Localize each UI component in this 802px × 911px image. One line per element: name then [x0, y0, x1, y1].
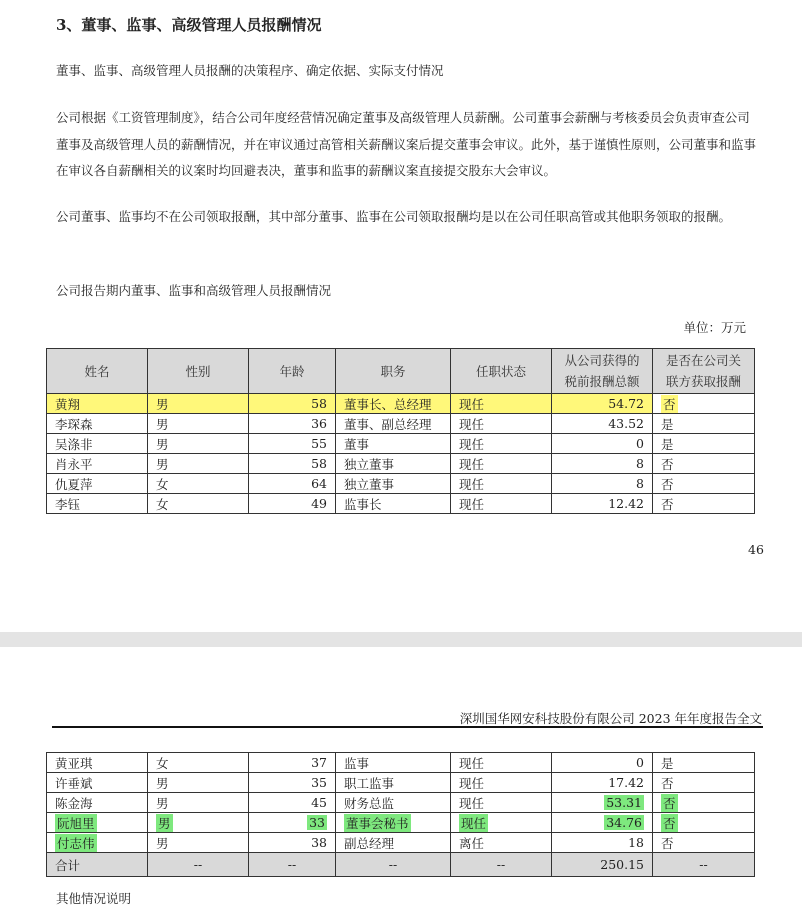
- no-pay-note: 公司董事、监事均不在公司领取报酬，其中部分董事、监事在公司领取报酬均是以在公司任职高管或其他职务领取的报酬。: [56, 209, 732, 224]
- cell-age: 58: [249, 454, 336, 474]
- cell-name: 吴涤非: [47, 434, 148, 454]
- cell-pay: 54.72: [552, 394, 653, 414]
- cell-gender: 男: [148, 773, 249, 793]
- cell-status: 现任: [451, 454, 552, 474]
- cell-position: 独立董事: [336, 474, 451, 494]
- cell-status: 现任: [451, 773, 552, 793]
- cell-position: 监事长: [336, 494, 451, 514]
- table-row: [47, 394, 755, 414]
- header-related-line2: 联方获取报酬: [665, 374, 741, 389]
- cell-gender-text: 男: [158, 815, 171, 831]
- cell-related: 是: [653, 753, 755, 773]
- table-row: [47, 414, 755, 434]
- cell-name: 李琛森: [47, 414, 148, 434]
- cell-status: [451, 813, 552, 833]
- cell-gender: 男: [148, 833, 249, 853]
- cell-age: 37: [249, 753, 336, 773]
- cell-position: 监事: [336, 753, 451, 773]
- cell-pay: 8: [552, 454, 653, 474]
- cell-related: 是: [653, 414, 755, 434]
- cell-status-text: 现任: [461, 815, 487, 831]
- cell-name: 仇夏萍: [47, 474, 148, 494]
- cell-position: 董事: [336, 434, 451, 454]
- header-status: 任职状态: [451, 349, 552, 394]
- cell-related: 否: [653, 454, 755, 474]
- cell-gender: [148, 813, 249, 833]
- cell-name: 黄翔: [47, 394, 148, 414]
- header-gender: 性别: [148, 349, 249, 394]
- cell-status: 现任: [451, 793, 552, 813]
- cell-age: [249, 813, 336, 833]
- cell-related: [653, 793, 755, 813]
- cell-gender: 男: [148, 793, 249, 813]
- table-row: [47, 833, 755, 853]
- cell-pay: 8: [552, 474, 653, 494]
- cell-related: 否: [653, 773, 755, 793]
- header-rule: [52, 726, 763, 728]
- table-row: [47, 773, 755, 793]
- cell-position: 副总经理: [336, 833, 451, 853]
- cell-pay: 0: [552, 434, 653, 454]
- total-age: --: [249, 853, 336, 877]
- cell-related: [653, 394, 755, 414]
- page-number: 46: [748, 542, 764, 557]
- cell-pay: 43.52: [552, 414, 653, 434]
- other-notes: 其他情况说明: [56, 891, 132, 906]
- cell-name-text: 付志伟: [57, 835, 95, 851]
- cell-position: 独立董事: [336, 454, 451, 474]
- cell-related: 否: [653, 494, 755, 514]
- cell-position: 财务总监: [336, 793, 451, 813]
- cell-related: 是: [653, 434, 755, 454]
- header-pay: [552, 349, 653, 394]
- decision-body: 公司根据《工资管理制度》，结合公司年度经营情况确定董事及高级管理人员薪酬。公司董事会薪酬与考核委员会负责审查公司董事及高级管理人员的薪酬情况，并在审议通过高管相关薪酬议案后提交董事会审议。此外，基于谨慎性原则，公司董事和监事在审议各自薪酬相关的议案时均回避表决，董事和监事的薪酬议案直接提交股东大会审议。: [56, 110, 757, 178]
- cell-status: 现任: [451, 753, 552, 773]
- table-row: [47, 494, 755, 514]
- decision-title: 董事、监事、高级管理人员报酬的决策程序、确定依据、实际支付情况: [56, 63, 444, 78]
- cell-pay: [552, 813, 653, 833]
- table-title: 公司报告期内董事、监事和高级管理人员报酬情况: [56, 283, 332, 298]
- cell-age: 55: [249, 434, 336, 454]
- cell-related-text: 否: [663, 795, 676, 811]
- cell-position: 职工监事: [336, 773, 451, 793]
- total-related: --: [653, 853, 755, 877]
- cell-pay: 0: [552, 753, 653, 773]
- cell-gender: 女: [148, 753, 249, 773]
- cell-status: 现任: [451, 494, 552, 514]
- page-separator: [0, 632, 802, 647]
- header-pay-line1: 从公司获得的: [564, 353, 640, 368]
- unit-label: 单位：万元: [683, 320, 746, 335]
- cell-age: 35: [249, 773, 336, 793]
- total-position: --: [336, 853, 451, 877]
- compensation-table-page2: [46, 752, 755, 877]
- cell-position: 董事长、总经理: [336, 394, 451, 414]
- cell-related: [653, 813, 755, 833]
- cell-name: 陈金海: [47, 793, 148, 813]
- table-row: [47, 753, 755, 773]
- cell-name: 李钰: [47, 494, 148, 514]
- header-related-line1: 是否在公司关: [665, 353, 741, 368]
- cell-status: 现任: [451, 434, 552, 454]
- cell-age: 49: [249, 494, 336, 514]
- cell-pay: 18: [552, 833, 653, 853]
- cell-gender: 女: [148, 494, 249, 514]
- total-pay: 250.15: [552, 853, 653, 877]
- total-gender: --: [148, 853, 249, 877]
- compensation-table-page1: [46, 348, 755, 514]
- cell-related-text: 否: [663, 396, 676, 412]
- cell-name: 许垂斌: [47, 773, 148, 793]
- cell-gender: 男: [148, 434, 249, 454]
- cell-pay: [552, 793, 653, 813]
- cell-gender: 男: [148, 414, 249, 434]
- cell-status: 现任: [451, 474, 552, 494]
- cell-name: [47, 813, 148, 833]
- cell-age: 64: [249, 474, 336, 494]
- cell-position: 董事、副总经理: [336, 414, 451, 434]
- cell-age: 36: [249, 414, 336, 434]
- total-label: 合计: [47, 853, 148, 877]
- cell-pay: 12.42: [552, 494, 653, 514]
- section-heading: 3、董事、监事、高级管理人员报酬情况: [56, 16, 322, 34]
- cell-age-text: 33: [309, 815, 325, 830]
- cell-pay-text: 34.76: [606, 815, 642, 830]
- table-row: [47, 813, 755, 833]
- cell-position: [336, 813, 451, 833]
- cell-pay: 17.42: [552, 773, 653, 793]
- table-row: [47, 474, 755, 494]
- header-related: [653, 349, 755, 394]
- header-name: 姓名: [47, 349, 148, 394]
- cell-status: 现任: [451, 414, 552, 434]
- cell-name-text: 阮旭里: [57, 815, 95, 831]
- cell-status: 离任: [451, 833, 552, 853]
- cell-related: 否: [653, 833, 755, 853]
- cell-position-text: 董事会秘书: [346, 815, 409, 831]
- cell-related-text: 否: [663, 815, 676, 831]
- cell-name: [47, 833, 148, 853]
- cell-age: 38: [249, 833, 336, 853]
- total-status: --: [451, 853, 552, 877]
- table-row: [47, 454, 755, 474]
- cell-gender: 男: [148, 454, 249, 474]
- table-header-row: [47, 349, 755, 394]
- cell-related: 否: [653, 474, 755, 494]
- header-age: 年龄: [249, 349, 336, 394]
- table-row: [47, 793, 755, 813]
- cell-pay-text: 53.31: [606, 795, 642, 810]
- cell-name: 黄亚琪: [47, 753, 148, 773]
- total-row: [47, 853, 755, 877]
- table-row: [47, 434, 755, 454]
- cell-name: 肖永平: [47, 454, 148, 474]
- cell-age: 45: [249, 793, 336, 813]
- header-pay-line2: 税前报酬总额: [564, 374, 640, 389]
- cell-gender: 男: [148, 394, 249, 414]
- page-header: 深圳国华网安科技股份有限公司 2023 年年度报告全文: [459, 711, 762, 726]
- cell-age: 58: [249, 394, 336, 414]
- cell-status: 现任: [451, 394, 552, 414]
- cell-gender: 女: [148, 474, 249, 494]
- header-position: 职务: [336, 349, 451, 394]
